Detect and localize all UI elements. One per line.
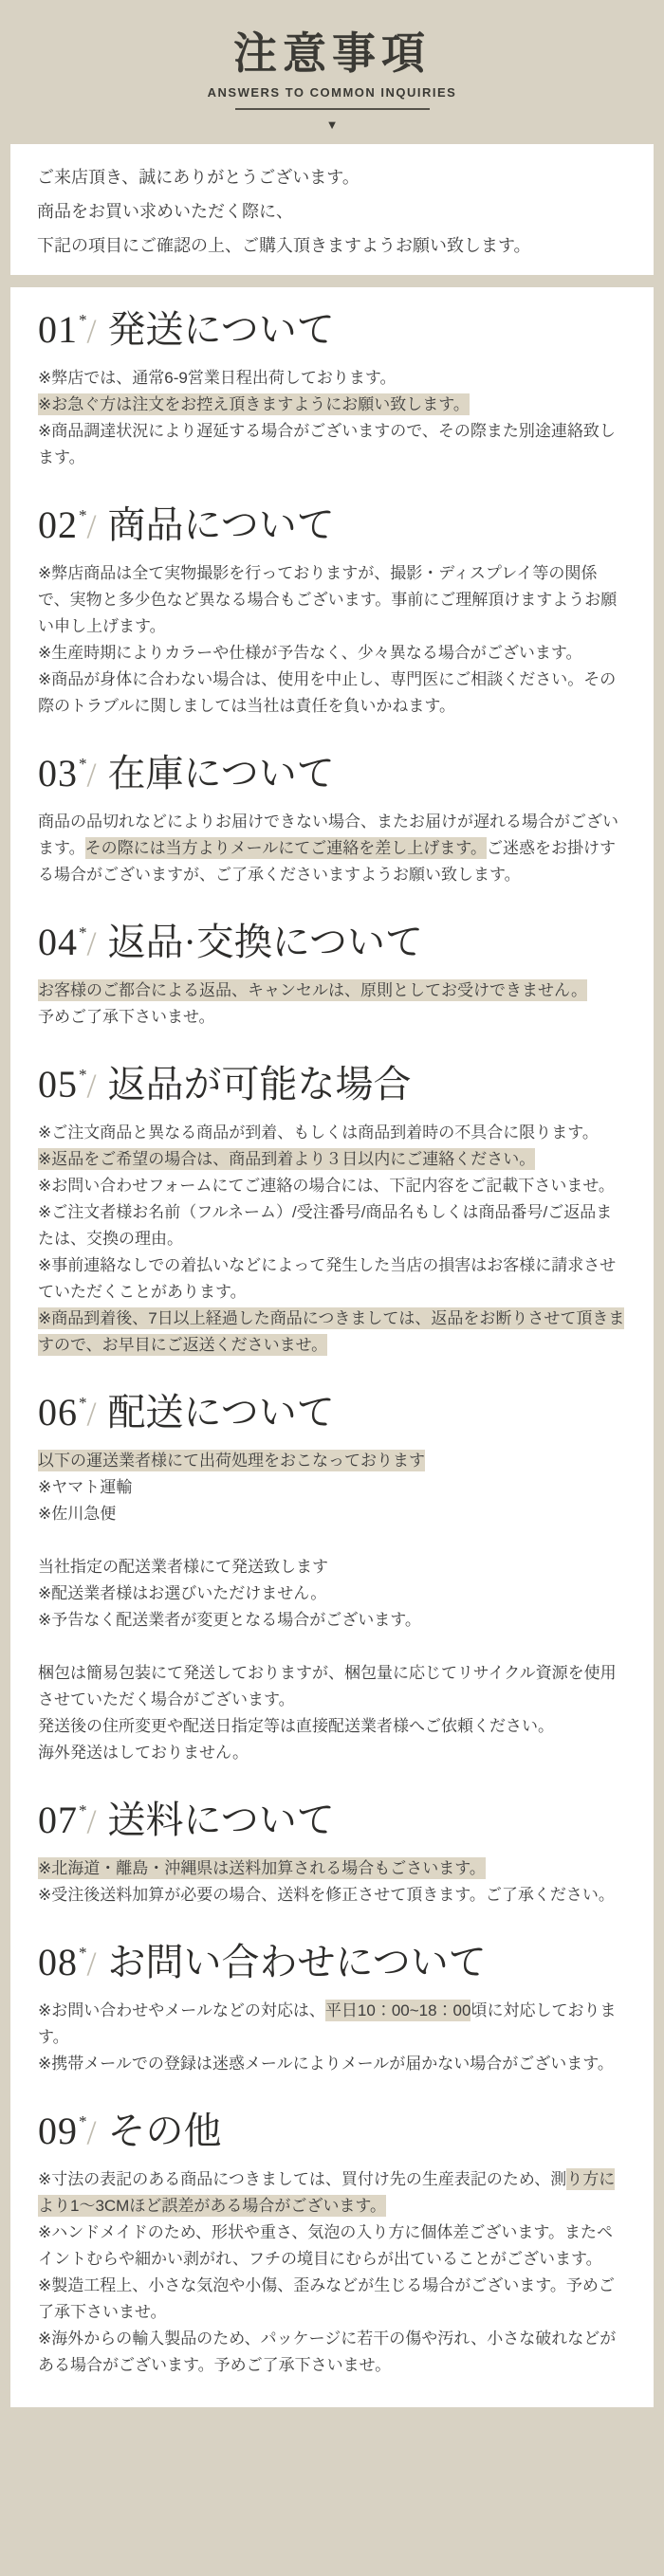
paragraph	[38, 1660, 626, 1713]
section-number: 09	[38, 2109, 78, 2152]
section-heading	[38, 1061, 626, 1108]
text-segment: ※海外からの輸入製品のため、パッケージに若干の傷や汚れ、小さな破れなどがある場合がございます。予めご了承下さいませ。	[38, 2329, 617, 2374]
intro-line: 商品をお買い求めいただく際に、	[37, 201, 293, 221]
section-heading	[38, 1939, 626, 1986]
section-heading	[38, 2108, 626, 2155]
text-segment: ※お問い合わせやメールなどの対応は、	[38, 2001, 325, 2019]
text-segment: ※携帯メールでの登録は迷惑メールによりメールが届かない場合がございます。	[38, 2054, 614, 2073]
slash-separator: /	[86, 755, 97, 794]
section-number: 07	[38, 1798, 78, 1841]
section-title: 商品について	[107, 502, 335, 546]
text-segment: ※受注後送料加算が必要の場合、送料を修正させて頂きます。ご了承ください。	[38, 1885, 615, 1904]
paragraph	[38, 1306, 626, 1359]
section-title: お問い合わせについて	[107, 1940, 487, 1983]
text-segment: 当社指定の配送業者様にて発送致します	[38, 1557, 328, 1576]
section-01	[38, 306, 626, 471]
text-segment: 商品の品切れなどによりお届けできない場合、またお届けが遅れる場合がございます。	[38, 812, 618, 857]
section-heading	[38, 1389, 626, 1436]
section-number: 06	[38, 1390, 78, 1434]
intro-card	[10, 144, 654, 275]
text-segment: ※弊店では、通常6-9営業日程出荷しております。	[38, 368, 397, 387]
paragraph	[38, 1501, 626, 1527]
text-segment: ※ハンドメイドのため、形状や重さ、気泡の入り方に個体差ございます。またペイントむらや細かい剥がれ、フチの境目にむらが出ていることがございます。	[38, 2222, 614, 2268]
paragraph	[38, 667, 626, 720]
highlighted-text: お客様のご都合による返品、キャンセルは、原則としてお受けできません。	[38, 980, 588, 999]
sections	[10, 287, 654, 2407]
section-06	[38, 1389, 626, 1766]
slash-separator: /	[86, 1394, 97, 1433]
section-heading	[38, 306, 626, 354]
section-07	[38, 1797, 626, 1909]
section-04	[38, 919, 626, 1031]
asterisk-mark: *	[79, 1943, 87, 1962]
paragraph	[38, 2220, 626, 2273]
section-title: 在庫について	[107, 751, 335, 795]
highlighted-text: 平日10：00~18：00	[324, 2001, 471, 2019]
paragraph	[38, 1554, 626, 1580]
page-subtitle: ANSWERS TO COMMON INQUIRIES	[207, 84, 457, 100]
section-heading	[38, 919, 626, 966]
asterisk-mark: *	[79, 923, 87, 941]
paragraph	[38, 1580, 626, 1607]
paragraph	[38, 1173, 626, 1199]
section-heading	[38, 750, 626, 797]
text-segment: 予めご了承下さいませ。	[38, 1007, 215, 1026]
paragraph	[38, 809, 626, 888]
paragraph	[38, 2273, 626, 2326]
section-number: 08	[38, 1940, 78, 1983]
paragraph	[38, 640, 626, 667]
section-number: 05	[38, 1062, 78, 1105]
paragraph	[38, 2051, 626, 2077]
section-02	[38, 502, 626, 720]
section-title: 返品が可能な場合	[107, 1062, 412, 1105]
paragraph	[38, 560, 626, 640]
asterisk-mark: *	[79, 1065, 87, 1084]
text-segment: ※ヤマト運輸	[38, 1477, 133, 1496]
highlighted-text: ※返品をご希望の場合は、商品到着より３日以内にご連絡ください。	[38, 1149, 536, 1168]
paragraph-spacer	[38, 1527, 626, 1554]
paragraph	[38, 1607, 626, 1634]
intro-line: ご来店頂き、誠にありがとうございます。	[37, 167, 360, 187]
highlighted-text: ※商品到着後、7日以上経過した商品につきましては、返品をお断りさせて頂きますので、お早目にご返送くださいませ。	[38, 1308, 625, 1354]
text-segment: 発送後の住所変更や配送日指定等は直接配送業者様へご依頼ください。	[38, 1716, 554, 1735]
section-title: 送料について	[107, 1798, 335, 1841]
highlighted-text: り方により1～3CMほど誤差がある場合がございます。	[38, 2169, 616, 2215]
paragraph	[38, 2166, 626, 2220]
section-heading	[38, 1797, 626, 1844]
page-header	[0, 0, 664, 144]
text-segment: ※製造工程上、小さな気泡や小傷、歪みなどが生じる場合がございます。予めご了承下さいませ。	[38, 2275, 615, 2321]
text-segment: ご迷惑をお掛けする場合がございますが、ご了承くださいますようお願い致します。	[38, 838, 616, 884]
highlighted-text: 以下の運送業者様にて出荷処理をおこなっております	[38, 1451, 425, 1470]
section-number: 03	[38, 751, 78, 795]
section-number: 04	[38, 920, 78, 963]
paragraph	[38, 1713, 626, 1740]
paragraph	[38, 977, 626, 1004]
asterisk-mark: *	[79, 1393, 87, 1412]
section-title: その他	[107, 2109, 222, 2152]
text-segment: ※予告なく配送業者が変更となる場合がございます。	[38, 1610, 421, 1629]
text-segment: ※お問い合わせフォームにてご連絡の場合には、下記内容をご記載下さいませ。	[38, 1176, 615, 1195]
section-05	[38, 1061, 626, 1359]
text-segment: ※ご注文商品と異なる商品が到着、もしくは商品到着時の不具合に限ります。	[38, 1123, 599, 1142]
asterisk-mark: *	[79, 1800, 87, 1819]
text-segment: 海外発送はしておりません。	[38, 1743, 249, 1762]
paragraph	[38, 1004, 626, 1031]
paragraph	[38, 418, 626, 471]
highlighted-text: その際には当方よりメールにてご連絡を差し上げます。	[84, 838, 487, 857]
asterisk-mark: *	[79, 754, 87, 773]
paragraph	[38, 1199, 626, 1252]
text-segment: ※事前連絡なしでの着払いなどによって発生した当店の損害はお客様に請求させていただくことがあります。	[38, 1255, 617, 1301]
slash-separator: /	[86, 506, 97, 545]
slash-separator: /	[86, 1944, 97, 1982]
text-segment: ※配送業者様はお選びいただけません。	[38, 1583, 327, 1602]
paragraph	[38, 1740, 626, 1766]
section-08	[38, 1939, 626, 2077]
paragraph	[38, 1855, 626, 1882]
paragraph	[38, 1474, 626, 1501]
text-segment: ※商品調達状況により遅延する場合がございますので、その際また別途連絡致します。	[38, 421, 616, 466]
text-segment: ※寸法の表記のある商品につきましては、買付け先の生産表記のため、測	[38, 2169, 567, 2188]
text-segment: ※ご注文者様お名前（フルネーム）/受注番号/商品名もしくは商品番号/ご返品または、交換の理由。	[38, 1202, 613, 1248]
text-segment: 梱包は簡易包装にて発送しておりますが、梱包量に応じてリサイクル資源を使用させていただく場合がございます。	[38, 1663, 617, 1708]
page-title: 注意事項	[233, 28, 431, 78]
text-segment: ※商品が身体に合わない場合は、使用を中止し、専門医にご相談ください。その際のトラブルに関しましては当社は責任を負いかねます。	[38, 669, 617, 715]
slash-separator: /	[86, 1066, 97, 1105]
text-segment: ※佐川急便	[38, 1504, 117, 1523]
section-title: 返品·交換について	[107, 920, 424, 963]
highlighted-text: ※北海道・離島・沖縄県は送料加算される場合もごさいます。	[38, 1858, 486, 1877]
slash-separator: /	[86, 923, 97, 962]
asterisk-mark: *	[79, 505, 87, 524]
asterisk-mark: *	[79, 310, 87, 329]
section-09	[38, 2108, 626, 2379]
paragraph	[38, 1120, 626, 1146]
paragraph	[38, 392, 626, 418]
text-segment: 頃に対応しております。	[38, 2001, 617, 2046]
paragraph	[38, 1998, 626, 2051]
paragraph	[38, 1252, 626, 1306]
paragraph	[38, 2326, 626, 2379]
intro-line: 下記の項目にご確認の上、ご購入頂きますようお願い致します。	[37, 235, 531, 255]
section-title: 発送について	[107, 307, 335, 351]
section-title: 配送について	[107, 1390, 335, 1434]
paragraph	[38, 1146, 626, 1173]
header-divider	[235, 108, 430, 110]
slash-separator: /	[86, 311, 97, 350]
paragraph	[38, 365, 626, 392]
section-03	[38, 750, 626, 888]
slash-separator: /	[86, 1801, 97, 1840]
section-number: 02	[38, 502, 78, 546]
text-segment: ※生産時期によりカラーや仕様が予告なく、少々異なる場合がございます。	[38, 643, 582, 662]
asterisk-mark: *	[79, 2111, 87, 2130]
slash-separator: /	[86, 2112, 97, 2151]
paragraph-spacer	[38, 1634, 626, 1660]
triangle-down-icon: ▼	[325, 117, 339, 132]
paragraph	[38, 1448, 626, 1474]
text-segment: ※弊店商品は全て実物撮影を行っておりますが、撮影・ディスプレイ等の関係で、実物と多少色など異なる場合もございます。事前にご理解頂けますようお願い申し上げます。	[38, 563, 618, 635]
section-number: 01	[38, 307, 78, 351]
section-heading	[38, 502, 626, 549]
paragraph	[38, 1882, 626, 1909]
highlighted-text: ※お急ぐ方は注文をお控え頂きますようにお願い致します。	[38, 394, 470, 413]
